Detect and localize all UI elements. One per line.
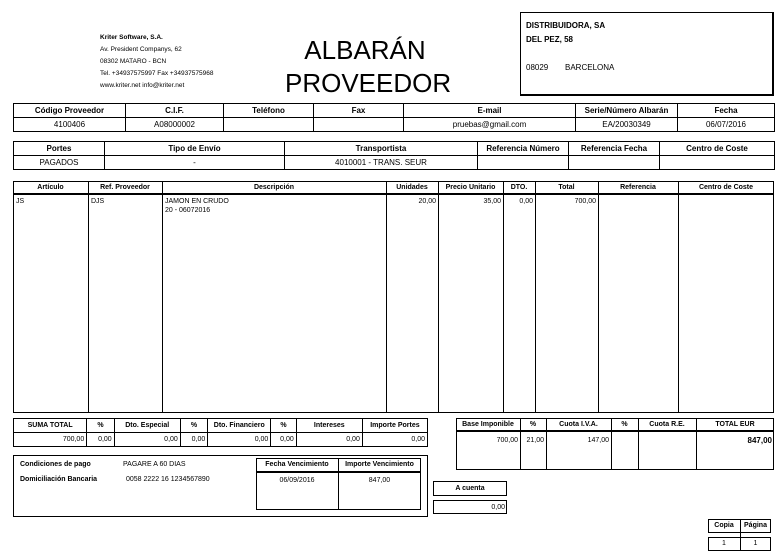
value-codigo-proveedor: 4100406 (14, 118, 126, 132)
value-email: pruebas@gmail.com (404, 118, 576, 132)
col-articulo: Artículo (37, 184, 64, 191)
row-ref-proveedor: DJS (91, 198, 105, 205)
label-cif: C.I.F. (126, 104, 224, 118)
value-condiciones-pago: PAGARE A 60 DIAS (123, 461, 186, 468)
label-suma-total: SUMA TOTAL (14, 419, 87, 433)
document-title-line1: ALBARÁN (304, 35, 426, 65)
value-dto-financiero: 0,00 (208, 433, 271, 447)
label-centro-coste: Centro de Coste (660, 142, 775, 156)
label-portes: Portes (14, 142, 105, 156)
label-telefono: Teléfono (224, 104, 314, 118)
label-pct-re: % (621, 421, 628, 428)
lines-body (13, 194, 774, 413)
company-web: www.kriter.net info@kriter.net (100, 82, 185, 89)
label-referencia-fecha: Referencia Fecha (569, 142, 660, 156)
value-tipo-envio: - (105, 156, 285, 170)
row-descripcion: JAMON EN CRUDO (165, 198, 229, 205)
recipient-city: BARCELONA (565, 63, 615, 72)
value-portes: PAGADOS (14, 156, 105, 170)
label-copia: Copia (714, 522, 734, 529)
recipient-box (520, 12, 774, 96)
value-importe-vencimiento: 847,00 (368, 477, 391, 484)
recipient-name: DISTRIBUIDORA, SA (526, 21, 606, 30)
recipient-street: DEL PEZ, 58 (526, 35, 573, 44)
document-title-line2: PROVEEDOR (285, 68, 452, 98)
label-pagina: Página (744, 522, 767, 529)
value-dto-especial: 0,00 (114, 433, 180, 447)
value-cuota-iva: 147,00 (587, 437, 609, 444)
value-cif: A08000002 (126, 118, 224, 132)
row-unidades: 20,00 (418, 198, 436, 205)
col-unidades: Unidades (396, 184, 428, 191)
value-fecha: 06/07/2016 (678, 118, 775, 132)
value-centro-coste (660, 156, 775, 170)
value-pagina: 1 (753, 540, 758, 547)
label-pct-1: % (87, 419, 114, 433)
recipient-postcode: 08029 (526, 63, 549, 72)
value-base-imponible: 700,00 (496, 437, 518, 444)
label-email: E-mail (404, 104, 576, 118)
value-pct-1: 0,00 (87, 433, 114, 447)
company-name: Kriter Software, S.A. (100, 34, 163, 41)
label-total-eur: TOTAL EUR (715, 421, 755, 428)
row-dto: 0,00 (519, 198, 533, 205)
label-dto-financiero: Dto. Financiero (208, 419, 271, 433)
shipping-header-table (13, 141, 775, 170)
label-importe-portes: Importe Portes (362, 419, 427, 433)
row-precio: 35,00 (483, 198, 501, 205)
label-fecha-vencimiento: Fecha Vencimiento (265, 461, 329, 468)
row-articulo: JS (16, 198, 25, 205)
value-domiciliacion: 0058 2222 16 1234567890 (126, 476, 210, 483)
value-referencia-numero (478, 156, 569, 170)
label-fecha: Fecha (678, 104, 775, 118)
label-domiciliacion: Domiciliación Bancaria (20, 476, 98, 483)
value-fecha-vencimiento: 06/09/2016 (279, 477, 315, 484)
row-descripcion-detail: 20 - 06072016 (165, 207, 211, 214)
label-pct-2: % (180, 419, 207, 433)
col-dto: DTO. (510, 184, 528, 191)
label-referencia-numero: Referencia Número (478, 142, 569, 156)
label-importe-vencimiento: Importe Vencimiento (345, 461, 414, 468)
col-referencia: Referencia (620, 184, 656, 191)
value-telefono (224, 118, 314, 132)
value-serie-numero: EA/20030349 (576, 118, 678, 132)
value-intereses: 0,00 (296, 433, 362, 447)
value-pct-iva: 21,00 (526, 437, 544, 444)
value-pct-3: 0,00 (271, 433, 296, 447)
on-account-header (433, 481, 507, 496)
value-importe-portes: 0,00 (362, 433, 427, 447)
label-condiciones-pago: Condiciones de pago (20, 461, 91, 468)
label-tipo-envio: Tipo de Envío (105, 142, 285, 156)
label-pct-iva: % (529, 421, 537, 428)
label-intereses: Intereses (296, 419, 362, 433)
value-total-eur: 847,00 (747, 436, 772, 445)
label-cuota-re: Cuota R.E. (649, 421, 685, 428)
label-base-imponible: Base Imponible (462, 421, 514, 428)
label-transportista: Transportista (285, 142, 478, 156)
label-serie-numero: Serie/Número Albarán (576, 104, 678, 118)
company-address: Av. President Companys, 62 (100, 46, 182, 53)
label-dto-especial: Dto. Especial (114, 419, 180, 433)
totals-left-table (13, 418, 428, 447)
value-suma-total: 700,00 (14, 433, 87, 447)
value-referencia-fecha (569, 156, 660, 170)
row-total: 700,00 (574, 198, 596, 205)
col-centro-coste: Centro de Coste (698, 184, 754, 191)
supplier-header-table (13, 103, 775, 132)
company-phones: Tel. +34937575997 Fax +34937575968 (100, 70, 214, 77)
col-descripcion: Descripción (253, 184, 295, 191)
value-a-cuenta: 0,00 (491, 504, 505, 511)
value-pct-2: 0,00 (180, 433, 207, 447)
label-cuota-iva: Cuota I.V.A. (559, 421, 598, 428)
col-precio-unitario: Precio Unitario (445, 184, 496, 191)
label-a-cuenta: A cuenta (455, 485, 485, 492)
value-fax (314, 118, 404, 132)
on-account-value-box (433, 500, 507, 514)
label-codigo-proveedor: Código Proveedor (14, 104, 126, 118)
label-fax: Fax (314, 104, 404, 118)
label-pct-3: % (271, 419, 296, 433)
col-total: Total (558, 184, 575, 191)
col-ref-proveedor: Ref. Proveedor (100, 184, 150, 191)
company-city: 08302 MATARO - BCN (100, 58, 167, 65)
value-copia: 1 (722, 540, 726, 547)
value-transportista: 4010001 - TRANS. SEUR (285, 156, 478, 170)
